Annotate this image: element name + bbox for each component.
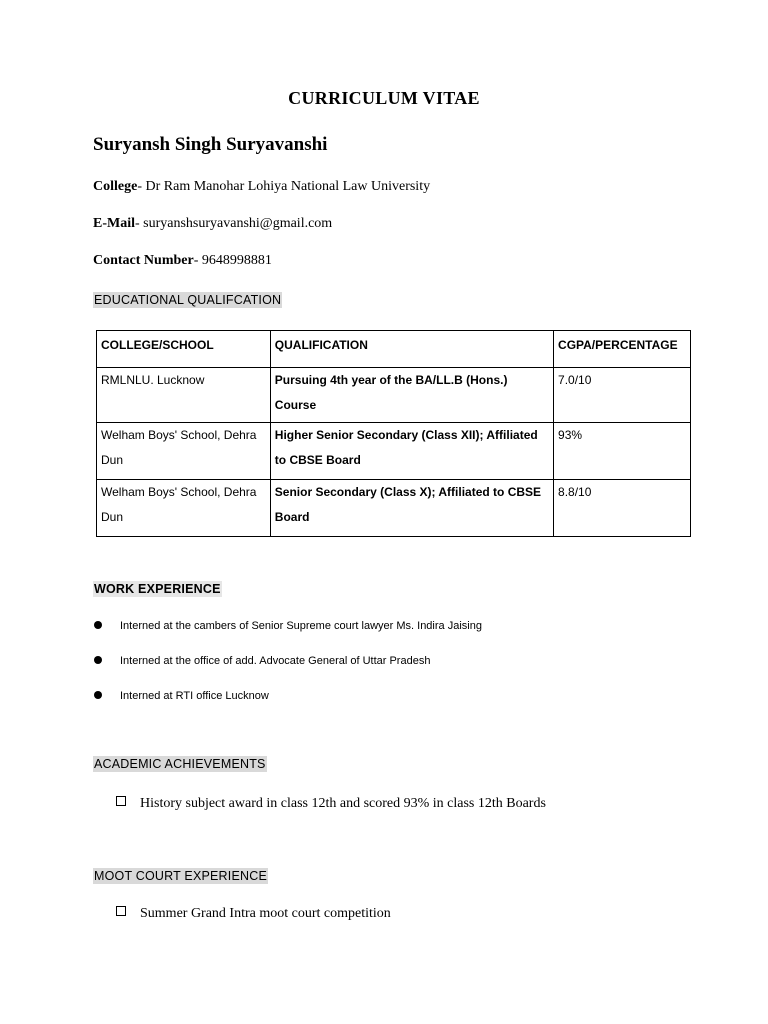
list-item	[93, 618, 482, 653]
column-header: QUALIFICATION	[270, 331, 553, 368]
table-cell: Higher Senior Secondary (Class XII); Affiliated to CBSE Board	[270, 423, 553, 480]
college-label: College	[93, 179, 138, 194]
checkbox-icon	[116, 796, 126, 806]
email-label: E-Mail	[93, 216, 135, 231]
table-header-row	[97, 331, 691, 368]
list-item	[93, 653, 482, 688]
contact-value: - 9648998881	[193, 253, 272, 268]
college-value: - Dr Ram Manohar Lohiya National Law University	[137, 179, 431, 194]
document-title: CURRICULUM VITAE	[288, 88, 480, 108]
academic-heading: ACADEMIC ACHIEVEMENTS	[94, 757, 266, 771]
list-item	[93, 688, 482, 723]
bullet-icon	[94, 656, 102, 664]
contact-label: Contact Number	[93, 253, 194, 268]
table-cell: 93%	[554, 423, 691, 480]
table-row	[97, 480, 691, 537]
table-row	[97, 423, 691, 480]
education-table	[96, 330, 691, 537]
checkbox-icon	[116, 906, 126, 916]
moot-item-text: Summer Grand Intra moot court competition	[140, 906, 391, 921]
table-cell: RMLNLU. Lucknow	[97, 368, 271, 423]
candidate-name: Suryansh Singh Suryavanshi	[93, 134, 328, 155]
table-cell: Welham Boys' School, Dehra Dun	[97, 480, 271, 537]
work-heading: WORK EXPERIENCE	[94, 582, 221, 596]
column-header: CGPA/PERCENTAGE	[554, 331, 691, 368]
bullet-icon	[94, 691, 102, 699]
moot-heading: MOOT COURT EXPERIENCE	[94, 869, 267, 883]
table-cell: Welham Boys' School, Dehra Dun	[97, 423, 271, 480]
list-item-text: Interned at the cambers of Senior Supreme court lawyer Ms. Indira Jaising	[120, 620, 482, 632]
table-cell: 7.0/10	[554, 368, 691, 423]
bullet-icon	[94, 621, 102, 629]
email-line	[93, 216, 332, 232]
academic-item	[116, 796, 546, 812]
moot-item	[116, 906, 391, 922]
contact-line	[93, 253, 272, 269]
column-header: COLLEGE/SCHOOL	[97, 331, 271, 368]
academic-item-text: History subject award in class 12th and scored 93% in class 12th Boards	[140, 796, 546, 811]
education-heading: EDUCATIONAL QUALIFCATION	[94, 293, 282, 307]
table-cell: Pursuing 4th year of the BA/LL.B (Hons.) Course	[270, 368, 553, 423]
table-cell: Senior Secondary (Class X); Affiliated to CBSE Board	[270, 480, 553, 537]
email-value: - suryanshsuryavanshi@gmail.com	[135, 216, 333, 231]
table-row	[97, 368, 691, 423]
list-item-text: Interned at RTI office Lucknow	[120, 690, 269, 702]
list-item-text: Interned at the office of add. Advocate General of Uttar Pradesh	[120, 655, 431, 667]
table-cell: 8.8/10	[554, 480, 691, 537]
college-line	[93, 179, 430, 195]
work-list	[93, 618, 482, 723]
